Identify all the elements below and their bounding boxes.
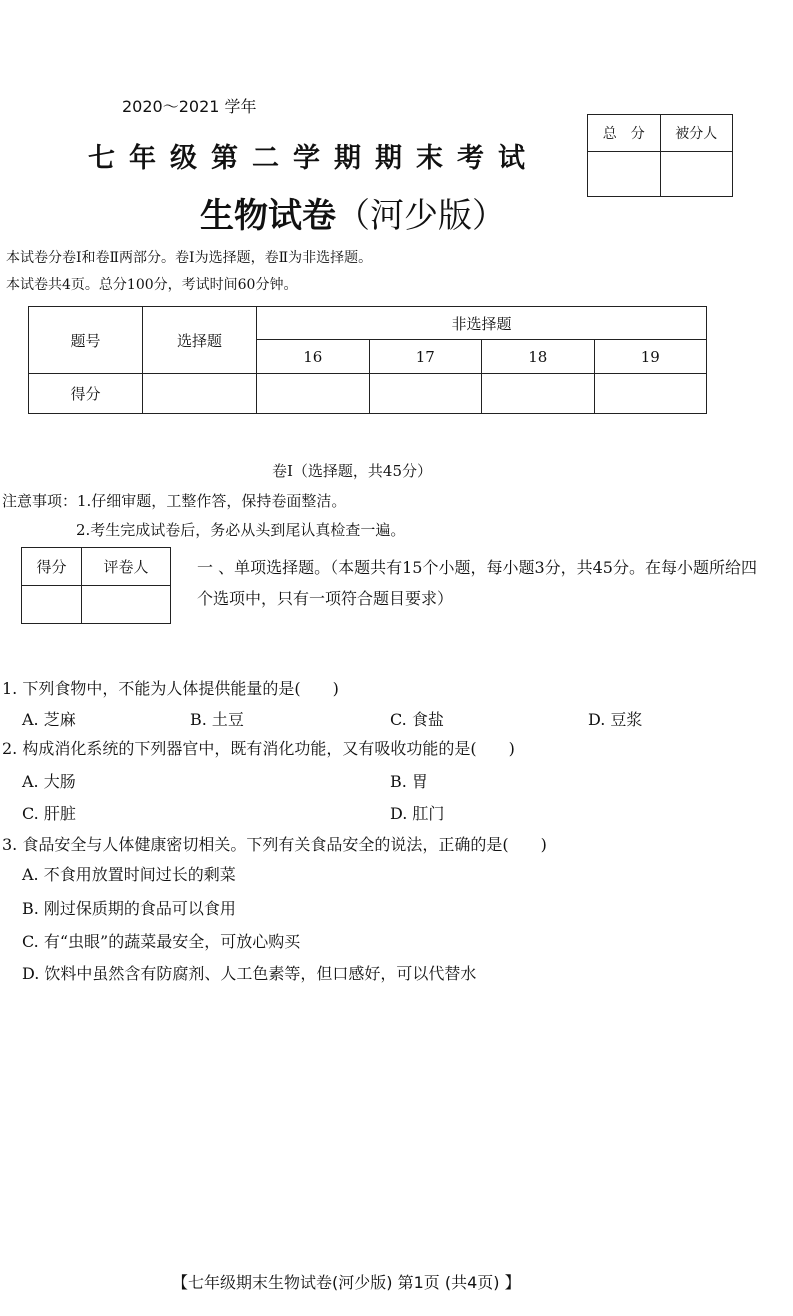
section-title: 卷Ⅰ（选择题，共45分） [272,462,433,480]
grader-label: 被分人 [660,115,733,152]
q1-option-c: C. 食盐 [390,710,444,729]
notes-line-2: 2.考生完成试卷后，务必从头到尾认真检查一遍。 [76,521,406,539]
col-18: 18 [482,340,595,374]
q3-option-d: D. 饮料中虽然含有防腐剂、人工色素等，但口感好，可以代替水 [22,964,477,983]
reviewer-cell [81,586,170,624]
col-19: 19 [594,340,707,374]
header-question-number: 题号 [29,307,143,374]
school-year: 2020～2021 学年 [122,97,257,116]
col-17: 17 [369,340,482,374]
header-choice: 选择题 [143,307,257,374]
total-cell [588,152,661,197]
exam-subtitle [200,188,506,237]
score-table [28,306,707,414]
q3-option-a: A. 不食用放置时间过长的剩菜 [22,865,236,884]
page-footer: 【七年级期末生物试卷(河少版) 第1页 (共4页) 】 [172,1273,521,1292]
score-label: 得分 [22,548,82,586]
q3-option-b: B. 刚过保质期的食品可以食用 [22,899,236,918]
total-score-box [587,114,733,197]
intro-line-2: 本试卷共4页。总分100分，考试时间60分钟。 [6,277,298,293]
reviewer-label: 评卷人 [81,548,170,586]
part-1-instructions: 一 、单项选择题。（本题共有15个小题，每小题3分，共45分。在每小题所给四个选项中，只有一项符合题目要求） [197,558,757,608]
reviewer-box [21,547,171,624]
intro-line-1: 本试卷分卷Ⅰ和卷Ⅱ两部分。卷Ⅰ为选择题，卷Ⅱ为非选择题。 [6,250,373,266]
subtitle-edition: （河少版） [336,196,506,236]
exam-title: 七年级第二学期期末考试 [88,143,539,174]
col-16: 16 [257,340,370,374]
q2-option-c: C. 肝脏 [22,804,76,823]
q1-option-a: A. 芝麻 [22,710,76,729]
q2-option-b: B. 胃 [390,772,428,791]
row-score-label: 得分 [29,374,143,414]
subtitle-main: 生物试卷 [200,196,336,236]
score-cell [482,374,595,414]
total-label: 总 分 [588,115,661,152]
header-non-choice: 非选择题 [257,307,707,340]
q1-option-b: B. 土豆 [190,710,244,729]
score-cell [257,374,370,414]
notes-line-1: 注意事项：1.仔细审题，工整作答，保持卷面整洁。 [2,492,347,510]
q2-option-a: A. 大肠 [22,772,76,791]
score-cell [143,374,257,414]
grader-cell [660,152,733,197]
question-2: 2. 构成消化系统的下列器官中，既有消化功能，又有吸收功能的是( ) [2,739,515,758]
q1-option-d: D. 豆浆 [588,710,643,729]
q2-option-d: D. 肛门 [390,804,445,823]
question-3: 3. 食品安全与人体健康密切相关。下列有关食品安全的说法，正确的是( ) [2,835,547,854]
question-1: 1. 下列食物中，不能为人体提供能量的是( ) [2,679,339,698]
score-cell [22,586,82,624]
score-cell [594,374,707,414]
q3-option-c: C. 有“虫眼”的蔬菜最安全，可放心购买 [22,932,301,951]
score-cell [369,374,482,414]
